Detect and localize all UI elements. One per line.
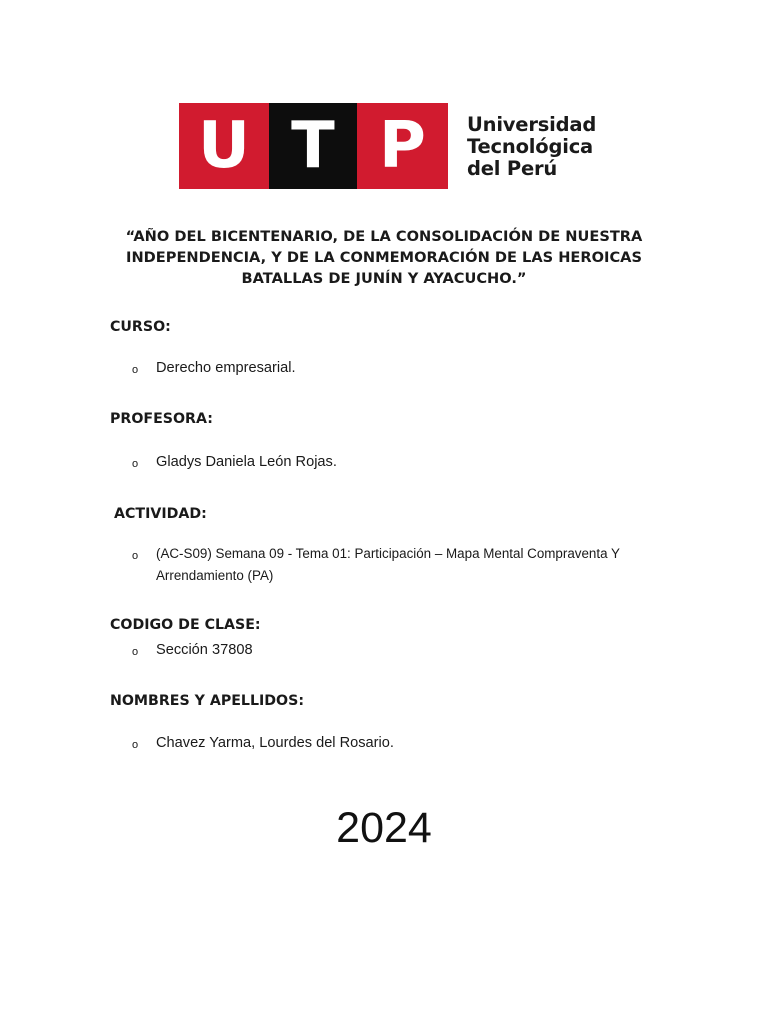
actividad-value (156, 543, 620, 587)
logo-letter-p: P (357, 103, 448, 189)
motto-line-1: “AÑO DEL BICENTENARIO, DE LA CONSOLIDACIÓN DE NUESTRA (125, 228, 643, 245)
codigo-label: CODIGO DE CLASE: (110, 617, 261, 633)
profesora-value: Gladys Daniela León Rojas. (156, 454, 337, 470)
bullet-icon: o (132, 646, 139, 658)
curso-value: Derecho empresarial. (156, 360, 296, 376)
logo-letter-t: T (269, 103, 357, 189)
actividad-line-1: (AC-S09) Semana 09 - Tema 01: Participación – Mapa Mental Compraventa Y (156, 546, 620, 561)
logo-name-line-3: del Perú (467, 157, 558, 180)
year-motto (100, 226, 668, 289)
codigo-value: Sección 37808 (156, 642, 253, 658)
actividad-line-2: Arrendamiento (PA) (156, 568, 274, 583)
bullet-icon: o (132, 739, 139, 751)
nombres-label: NOMBRES Y APELLIDOS: (110, 693, 305, 709)
motto-line-3: BATALLAS DE JUNÍN Y AYACUCHO.” (241, 270, 527, 287)
bullet-icon: o (132, 458, 139, 470)
profesora-label: PROFESORA: (110, 411, 213, 427)
motto-line-2: INDEPENDENCIA, Y DE LA CONMEMORACIÓN DE LAS HEROICAS (126, 249, 642, 266)
bullet-icon: o (132, 550, 139, 562)
bullet-icon: o (132, 364, 139, 376)
logo-name-line-1: Universidad (467, 113, 597, 136)
utp-logo (179, 103, 599, 189)
actividad-label: ACTIVIDAD: (114, 506, 207, 522)
logo-name-line-2: Tecnológica (467, 135, 594, 158)
year: 2024 (336, 804, 432, 852)
logo-letter-u: U (179, 103, 269, 189)
curso-label: CURSO: (110, 319, 171, 335)
logo-university-name (467, 114, 596, 180)
nombres-value: Chavez Yarma, Lourdes del Rosario. (156, 735, 394, 751)
